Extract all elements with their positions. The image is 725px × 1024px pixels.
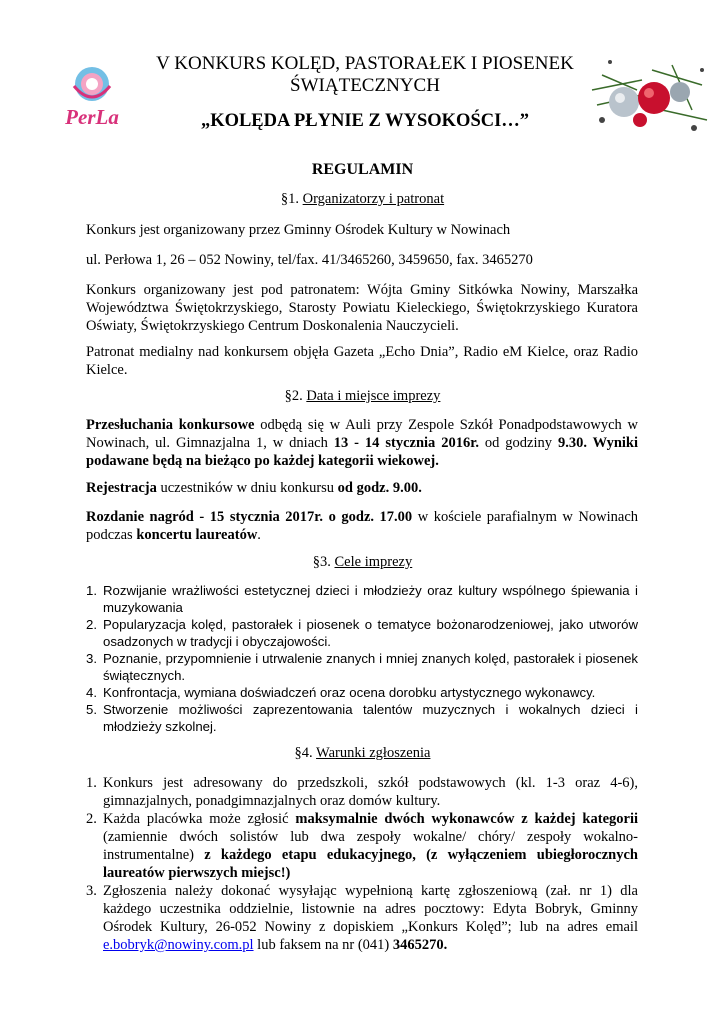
section-4-title: Warunki zgłoszenia: [316, 745, 431, 761]
condition-text: lub faksem na nr (041): [253, 937, 393, 953]
regulamin-heading: REGULAMIN: [311, 161, 414, 178]
goal-text: Popularyzacja kolęd, pastorałek i piosenek o tematyce bożonarodzeniowej, jako utworów osadzonych w tradycji i obyczajowości.: [103, 617, 638, 649]
s1-address: ul. Perłowa 1, 26 – 052 Nowiny, tel/fax. 41/3465260, 3459650, fax. 3465270: [86, 252, 533, 268]
s2-awards-text: w kościele parafialnym w Nowinach podczas: [86, 509, 639, 543]
goal-text: Poznanie, przypomnienie i utrwalenie znanych i mniej znanych kolęd, pastorałek i piosenek świątecznych.: [103, 651, 638, 683]
condition-bold: maksymalnie dwóch wykonawców z każdej kategorii: [295, 811, 638, 827]
list-item: 5. Stworzenie możliwości zaprezentowania talentów muzycznych i wokalnych dzieci i młodzieży szkolnej.: [86, 702, 638, 734]
section-1-number: §1.: [280, 191, 300, 207]
section-3-number: §3.: [312, 554, 331, 570]
section-2-heading: [0, 388, 725, 405]
s1-patronage: Konkurs organizowany jest pod patronatem: Wójta Gminy Sitkówka Nowiny, Marszałka Województwa Świętokrzyskiego, Starosty Powiatu Kieleckiego, Świętokrzyskiego Kuratora Oświaty, Świętokrzyskiego Centrum Doskonalenia Nauczycieli.: [86, 282, 638, 334]
section-3-title: Cele imprezy: [334, 554, 413, 570]
condition-text: Konkurs jest adresowany do przedszkoli, szkół podstawowych (kl. 1-3 oraz 4-6), gimnazjalnych, ponadgimnazjalnych oraz domów kultury.: [103, 775, 638, 809]
section-4-heading: [0, 745, 725, 762]
condition-text: Każda placówka może zgłosić: [103, 811, 296, 827]
title-line-1: V KONKURS KOLĘD, PASTORAŁEK I PIOSENEK: [156, 53, 574, 74]
fax-number: 3465270.: [392, 937, 448, 953]
list-item: 1. Konkurs jest adresowany do przedszkoli, szkół podstawowych (kl. 1-3 oraz 4-6), gimnazjalnych, ponadgimnazjalnych oraz domów kultury.: [86, 775, 638, 809]
goal-text: Konfrontacja, wymiana doświadczeń oraz ocena dorobku artystycznego wykonawcy.: [103, 685, 596, 700]
section-1-heading: [0, 191, 725, 208]
list-item: 3. Poznanie, przypomnienie i utrwalenie znanych i mniej znanych kolęd, pastorałek i piosenek świątecznych.: [86, 651, 638, 683]
section-2-number: §2.: [284, 388, 303, 404]
s2-awards-concert: koncertu laureatów: [136, 527, 258, 543]
goal-text: Stworzenie możliwości zaprezentowania talentów muzycznych i wokalnych dzieci i młodzieży szkolnej.: [103, 702, 638, 734]
perla-logo: [52, 62, 132, 132]
perla-logo-graphic: [52, 62, 132, 132]
section-1-title: Organizatorzy i patronat: [302, 191, 445, 207]
list-item: 3. Zgłoszenia należy dokonać wysyłając wypełnioną kartę zgłoszeniową (zał. nr 1) dla każdego uczestnika oddzielnie, listownie na adres pocztowy: Edyta Bobryk, Gminny Ośrodek Kultury, 26-052 Nowiny z dopiskiem „Konkurs Kolęd”; lub na adres email e.bobryk@nowiny.com.pl lub faksem na nr (041) 3465270.: [86, 883, 638, 953]
christmas-ornament-image: [582, 50, 712, 140]
email-link[interactable]: e.bobryk@nowiny.com.pl: [103, 937, 254, 953]
condition-text: (zamiennie dwóch solistów lub dwa zespoły wokalne/ chóry/ zespoły wokalno-instrumentalne): [103, 829, 638, 863]
s2-auditions: [86, 416, 638, 470]
s2-awards-date: Rozdanie nagród - 15 stycznia 2017r. o godz. 17.00: [86, 509, 413, 525]
subtitle: „KOLĘDA PŁYNIE Z WYSOKOŚCI…”: [200, 111, 530, 131]
s2-auditions-label: Przesłuchania konkursowe: [86, 417, 255, 433]
condition-bold: z każdego etapu edukacyjnego, (z wyłączeniem ubiegłorocznych laureatów pierwszych miejsc!): [103, 847, 638, 881]
s2-registration-time: od godz. 9.00.: [337, 480, 422, 496]
title-line-2: ŚWIĄTECZNYCH: [290, 75, 440, 96]
section-3-heading: [0, 554, 725, 571]
s2-awards-period: .: [257, 527, 261, 543]
list-item: 2. Każda placówka może zgłosić maksymalnie dwóch wykonawców z każdej kategorii (zamiennie dwóch solistów lub dwa zespoły wokalne/ chóry/ zespoły wokalno-instrumentalne) z każdego etapu edukacyjnego, (z wyłączeniem ubiegłorocznych laureatów pierwszych miejsc!): [86, 811, 638, 881]
s2-registration: [86, 479, 638, 497]
s2-auditions-text: odbędą się w Auli przy Zespole Szkół Ponadpodstawowych w Nowinach, ul. Gimnazjalna 1, w dniach: [86, 417, 638, 451]
christmas-ornament-graphic: [582, 50, 712, 140]
s4-conditions-list: [86, 774, 638, 954]
section-2-title: Data i miejsce imprezy: [306, 388, 441, 404]
condition-text: Zgłoszenia należy dokonać wysyłając wypełnioną kartę zgłoszeniową (zał. nr 1) dla każdego uczestnika oddzielnie, listownie na adres pocztowy: Edyta Bobryk, Gminny Ośrodek Kultury, 26-052 Nowiny z dopiskiem „Konkurs Kolęd”; lub na adres email: [103, 883, 638, 935]
s1-organizer: Konkurs jest organizowany przez Gminny Ośrodek Kultury w Nowinach: [86, 222, 511, 238]
list-item: 4. Konfrontacja, wymiana doświadczeń oraz ocena dorobku artystycznego wykonawcy.: [86, 685, 596, 700]
s1-media-patronage: Patronat medialny nad konkursem objęła Gazeta „Echo Dnia”, Radio eM Kielce, oraz Radio Kielce.: [86, 344, 638, 378]
s2-awards: [86, 508, 638, 544]
s2-registration-label: Rejestracja: [86, 480, 157, 496]
list-item: 1. Rozwijanie wrażliwości estetycznej dzieci i młodzieży oraz kultury wspólnego śpiewania i muzykowania: [86, 583, 638, 615]
s2-auditions-text-2: od godziny: [478, 435, 558, 451]
section-4-number: §4.: [294, 745, 313, 761]
s2-auditions-dates: 13 - 14 stycznia 2016r.: [333, 435, 479, 451]
s2-registration-text: uczestników w dniu konkursu: [156, 480, 338, 496]
s2-auditions-results: 9.30. Wyniki podawane będą na bieżąco po każdej kategorii wiekowej.: [86, 435, 639, 469]
goal-text: Rozwijanie wrażliwości estetycznej dzieci i młodzieży oraz kultury wspólnego śpiewania i muzykowania: [103, 583, 638, 615]
logo-brand-text: PerLa: [65, 105, 119, 129]
list-item: 2. Popularyzacja kolęd, pastorałek i piosenek o tematyce bożonarodzeniowej, jako utworów osadzonych w tradycji i obyczajowości.: [86, 617, 638, 649]
s3-goals-list: [86, 582, 638, 735]
